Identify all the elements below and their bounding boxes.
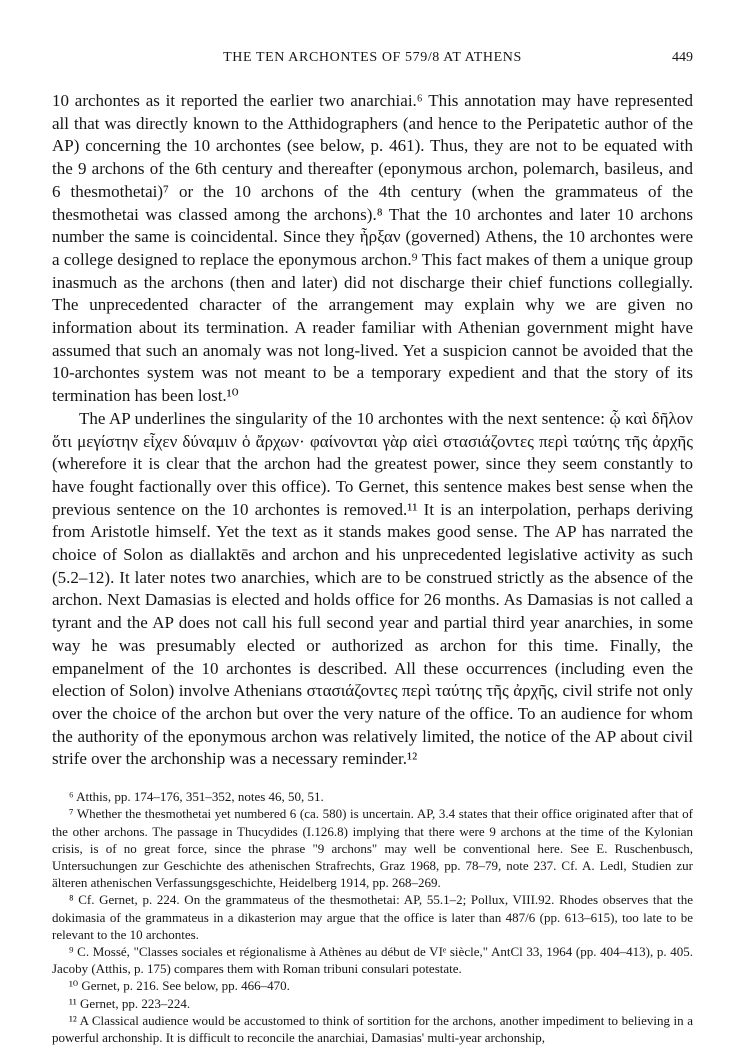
footnote: ¹² A Classical audience would be accustomed to think of sortition for the archons, another impediment to believing in a powerful archonship. It is difficult to reconcile the anarchiai, Damasias' multi-year archonship, [52,1012,693,1045]
running-header [52,50,693,72]
footnote: ⁷ Whether the thesmothetai yet numbered 6 (ca. 580) is uncertain. AP, 3.4 states that their office originated after that of the other archons. The passage in Thucydides (I.126.8) implying that there were 9 archons at the time of the Kylonian crisis, is of no great force, since the phrase "9 archons" may well be conventional here. See E. Ruschenbusch, Untersuchungen zur Geschichte des athenischen Strafrechts, Graz 1968, pp. 78–79, note 237. Cf. A. Ledl, Studien zur älteren athenischen Verfassungsgeschichte, Heidelberg 1914, pp. 268–269. [52,806,693,891]
journal-page [52,50,693,1046]
footnotes [52,788,693,1046]
running-title: THE TEN ARCHONTES OF 579/8 AT ATHENS [223,50,522,65]
page-number: 449 [672,50,693,65]
paragraph: The AP underlines the singularity of the 10 archontes with the next sentence: ᾧ καὶ δῆλον ὅτι μεγίστην εἶχεν δύναμιν ὁ ἄρχων· φαίνονται γὰρ αἰεὶ στασιάζοντες περὶ ταύτης τῆς ἀρχῆς (wherefore it is clear that the archon had the greatest power, since they seem constantly to have fought factionally over this office). To Gernet, this sentence makes best sense when the previous sentence on the 10 archontes is removed.¹¹ It is an interpolation, perhaps deriving from Aristotle himself. Yet the text as it stands makes good sense. The AP has narrated the choice of Solon as diallaktēs and archon and his unprecedented legislative activity as such (5.2–12). It later notes two anarchies, which are to be construed strictly as the absence of the archon. Next Damasias is elected and holds office for 26 months. As Damasias is not called a tyrant and the AP does not call his full second year and partial third year anarchies, in some way he was presumably elected or authorized as archon for this time. Finally, the empanelment of the 10 archontes is described. All these occurrences (including even the election of Solon) involve Athenians στασιάζοντες περὶ ταύτης τῆς ἀρχῆς, civil strife not only over the choice of the archon but over the very nature of the office. To an audience for whom the authority of the eponymous archon was relatively limited, the notice of the AP about civil strife over the archonship was a necessary reminder.¹² [52,408,693,769]
paragraph: 10 archontes as it reported the earlier two anarchiai.⁶ This annotation may have represented all that was directly known to the Atthidographers (and hence to the Peripatetic author of the AP) concerning the 10 archontes (see below, p. 461). Thus, they are not to be equated with the 9 archons of the 6th century and thereafter (eponymous archon, polemarch, basileus, and 6 thesmothetai)⁷ or the 10 archons of the 4th century (when the grammateus of the thesmothetai was classed among the archons).⁸ That the 10 archontes and later 10 archons number the same is coincidental. Since they ἦρξαν (governed) Athens, the 10 archontes were a college designed to replace the eponymous archon.⁹ This fact makes of them a unique group inasmuch as the archons (then and later) did not discharge their chief functions collegially. The unprecedented character of the arrangement may explain why we are given no information about its termination. A reader familiar with Athenian government might have assumed that such an anomaly was not long-lived. Yet a suspicion cannot be avoided that the 10-archontes system was not meant to be a temporary expedient and that the story of its termination has been lost.¹⁰ [52,91,693,406]
footnote: ⁶ Atthis, pp. 174–176, 351–352, notes 46, 50, 51. [69,789,324,805]
footnote: ¹¹ Gernet, pp. 223–224. [69,995,191,1011]
main-text [52,90,693,771]
footnote: ⁹ C. Mossé, "Classes sociales et régionalisme à Athènes au début de VIᵉ siècle," AntCl 33, 1964 (pp. 404–413), p. 405. Jacoby (Atthis, p. 175) compares them with Roman tribuni consulari potestate. [52,943,693,977]
footnote: ⁸ Cf. Gernet, p. 224. On the grammateus of the thesmothetai: AP, 55.1–2; Pollux, VIII.92. Rhodes observes that the dokimasia of the grammateus in a dikasterion may argue that the office is later than 487/6 (pp. 613–615), too late to be relevant to the 10 archontes. [52,892,693,942]
footnote: ¹⁰ Gernet, p. 216. See below, pp. 466–470. [69,978,290,994]
